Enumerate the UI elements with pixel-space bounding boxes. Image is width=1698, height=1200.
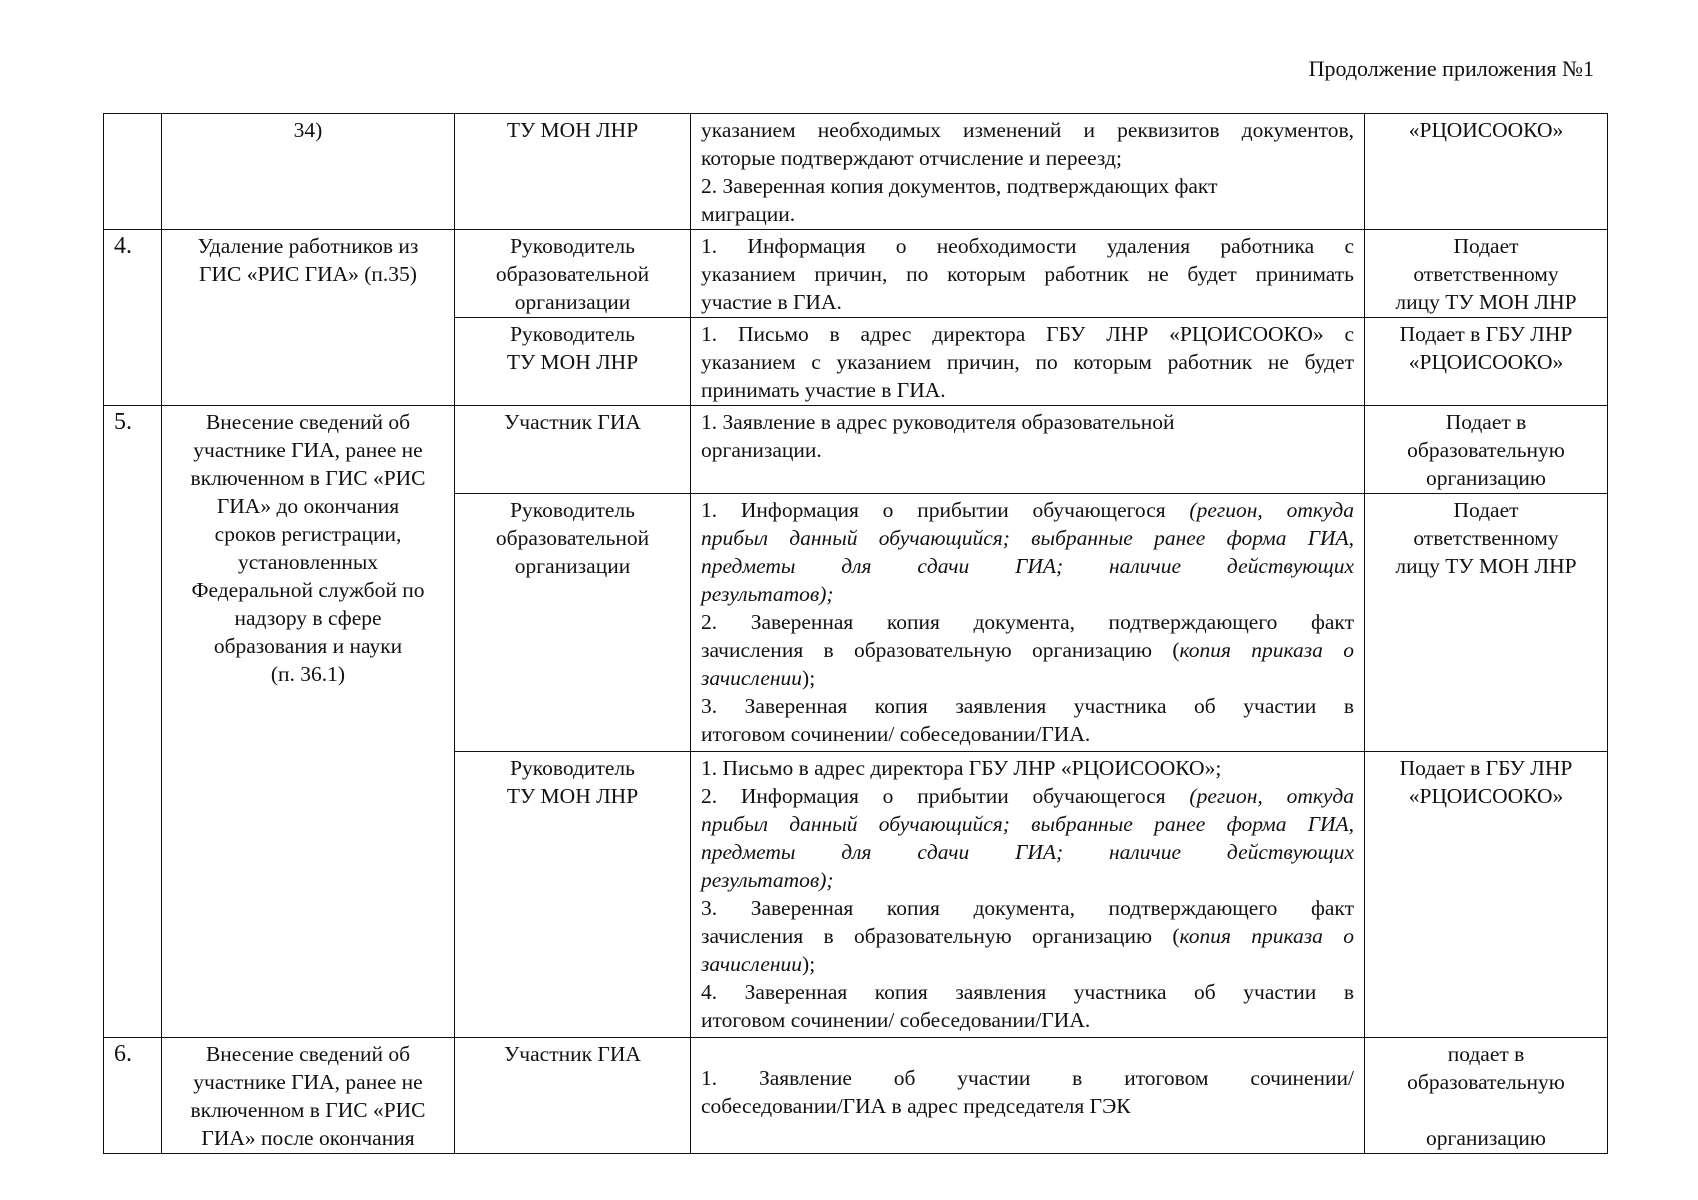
doc-line: зачислении); (701, 666, 816, 690)
service-line: участнике ГИА, ранее не (193, 438, 423, 462)
doc-line: итоговом сочинении/ собеседовании/ГИА. (701, 1008, 1091, 1032)
where-line: образовательную (1407, 438, 1565, 462)
documents-cell (691, 1038, 1365, 1154)
doc-line: итоговом сочинении/ собеседовании/ГИА. (701, 722, 1091, 746)
documents-cell (691, 114, 1365, 230)
where-cell: «РЦОИСООКО» (1365, 114, 1608, 230)
procedure-table (103, 113, 1608, 1154)
doc-line: указанием необходимых изменений и реквизитов документов, (701, 118, 1354, 142)
row-number: 6. (104, 1038, 162, 1154)
doc-line: результатов); (701, 582, 834, 606)
where-line: образовательную (1407, 1070, 1565, 1094)
who-cell: Участник ГИА (455, 406, 691, 494)
doc-line: организации. (701, 438, 822, 462)
doc-line: 1. Письмо в адрес директора ГБУ ЛНР «РЦОИСООКО»; (701, 756, 1222, 780)
doc-line: прибыл данный обучающийся; выбранные ранее форма ГИА, (701, 812, 1354, 836)
doc-line: результатов); (701, 868, 834, 892)
where-cell (1365, 406, 1608, 494)
doc-line: участие в ГИА. (701, 290, 842, 314)
doc-line: прибыл данный обучающийся; выбранные ранее форма ГИА, (701, 526, 1354, 550)
documents-cell (691, 230, 1365, 318)
where-line (1375, 1096, 1597, 1124)
who-line: ТУ МОН ЛНР (506, 350, 639, 374)
where-cell (1365, 318, 1608, 406)
who-cell: ТУ МОН ЛНР (455, 114, 691, 230)
documents-cell (691, 318, 1365, 406)
doc-line: указанием с указанием причин, по которым работник не будет (701, 350, 1354, 374)
doc-line: 2. Заверенная копия документов, подтверждающих факт (701, 174, 1218, 198)
doc-line: предметы для сдачи ГИА; наличие действующих (701, 554, 1354, 578)
doc-line: предметы для сдачи ГИА; наличие действующих (701, 840, 1354, 864)
doc-line: указанием причин, по которым работник не будет принимать (701, 262, 1354, 286)
who-line: образовательной (495, 262, 650, 286)
table-row-continuation (104, 114, 1608, 230)
who-cell: Участник ГИА (455, 1038, 691, 1154)
where-line: Подает в ГБУ ЛНР (1399, 756, 1573, 780)
where-line: лицу ТУ МОН ЛНР (1395, 290, 1577, 314)
where-line: Подает в (1445, 410, 1527, 434)
doc-line: 2. Заверенная копия документа, подтверждающего факт (701, 610, 1354, 634)
doc-line: 4. Заверенная копия заявления участника об участии в (701, 980, 1354, 1004)
row-number: 4. (104, 230, 162, 406)
where-line: подает в (1447, 1042, 1525, 1066)
service-cell (162, 406, 455, 1038)
who-cell (455, 752, 691, 1038)
doc-line: 1. Информация о необходимости удаления работника с (701, 234, 1354, 258)
who-line: Руководитель (510, 322, 635, 346)
page-header-note: Продолжение приложения №1 (1308, 56, 1594, 81)
doc-line: 1. Информация о прибытии обучающегося (регион, откуда (701, 498, 1355, 522)
who-line: ТУ МОН ЛНР (506, 784, 639, 808)
where-cell (1365, 752, 1608, 1038)
who-line: организации (514, 554, 631, 578)
table-row-5a (104, 406, 1608, 494)
row-number: 5. (104, 406, 162, 1038)
service-line: образования и науки (213, 634, 403, 658)
service-cell (162, 1038, 455, 1154)
who-line: организации (514, 290, 631, 314)
service-cell (162, 230, 455, 406)
where-line: «РЦОИСООКО» (1408, 350, 1564, 374)
service-line: ГИА» после окончания (201, 1126, 415, 1150)
doc-line: 3. Заверенная копия документа, подтверждающего факт (701, 896, 1354, 920)
doc-line: которые подтверждают отчисление и переезд; (701, 146, 1122, 170)
doc-line: 2. Информация о прибытии обучающегося (регион, откуда (701, 784, 1355, 808)
who-line: образовательной (495, 526, 650, 550)
service-line: установленных (237, 550, 379, 574)
where-line: ответственному (1413, 526, 1559, 550)
number-cell (104, 114, 162, 230)
where-line: Подает в ГБУ ЛНР (1399, 322, 1573, 346)
table-row-4a (104, 230, 1608, 318)
where-cell (1365, 230, 1608, 318)
who-cell (455, 318, 691, 406)
service-line: включенном в ГИС «РИС (190, 1098, 426, 1122)
doc-line: зачислении); (701, 952, 816, 976)
doc-line: принимать участие в ГИА. (701, 378, 946, 402)
where-line: «РЦОИСООКО» (1408, 784, 1564, 808)
service-line: участнике ГИА, ранее не (193, 1070, 423, 1094)
service-line: сроков регистрации, (214, 522, 402, 546)
service-line: Внесение сведений об (205, 1042, 411, 1066)
where-cell (1365, 494, 1608, 752)
documents-cell (691, 406, 1365, 494)
doc-line: зачисления в образовательную организацию (копия приказа о (701, 924, 1354, 948)
service-cell: 34) (162, 114, 455, 230)
service-line: ГИС «РИС ГИА» (п.35) (199, 262, 417, 286)
doc-line: собеседовании/ГИА в адрес председателя ГЭК (701, 1094, 1131, 1118)
where-cell (1365, 1038, 1608, 1154)
where-line: Подает (1453, 234, 1519, 258)
doc-line: 1. Заявление об участии в итоговом сочинении/ (701, 1066, 1354, 1090)
doc-line: 1. Заявление в адрес руководителя образовательной (701, 410, 1175, 434)
where-line: организацию (1426, 1126, 1546, 1150)
who-line: Руководитель (510, 498, 635, 522)
where-line: Подает (1453, 498, 1519, 522)
service-line: надзору в сфере (234, 606, 382, 630)
service-line: ГИА» до окончания (216, 494, 400, 518)
where-line: организацию (1426, 466, 1546, 490)
who-cell (455, 230, 691, 318)
documents-cell (691, 494, 1365, 752)
doc-line: миграции. (701, 202, 796, 226)
doc-line: 3. Заверенная копия заявления участника об участии в (701, 694, 1354, 718)
table-row-6 (104, 1038, 1608, 1154)
service-line: (п. 36.1) (270, 662, 346, 686)
service-line: Удаление работников из (197, 234, 419, 258)
who-line: Руководитель (510, 756, 635, 780)
service-line: включенном в ГИС «РИС (190, 466, 426, 490)
doc-line: 1. Письмо в адрес директора ГБУ ЛНР «РЦОИСООКО» с (701, 322, 1354, 346)
service-line: Внесение сведений об (205, 410, 411, 434)
where-line: лицу ТУ МОН ЛНР (1395, 554, 1577, 578)
who-line: Руководитель (510, 234, 635, 258)
doc-line: зачисления в образовательную организацию (копия приказа о (701, 638, 1354, 662)
service-line: Федеральной службой по (191, 578, 425, 602)
who-cell (455, 494, 691, 752)
documents-cell (691, 752, 1365, 1038)
where-line: ответственному (1413, 262, 1559, 286)
